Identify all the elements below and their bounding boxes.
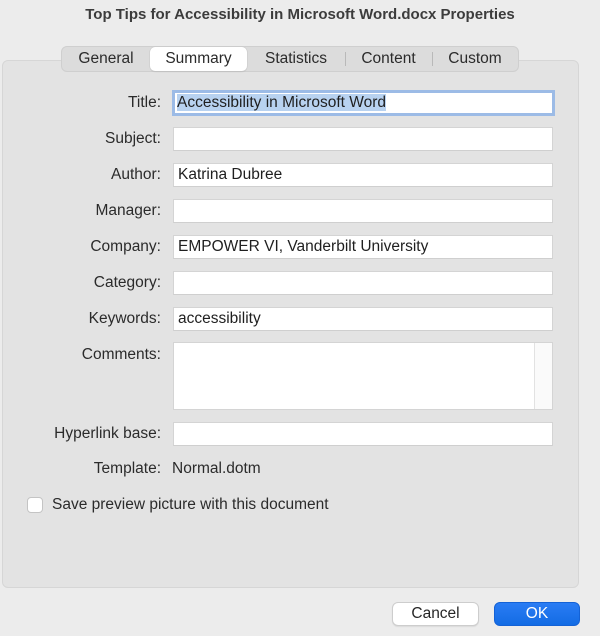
template-value: Normal.dotm xyxy=(172,460,261,477)
author-field[interactable]: Katrina Dubree xyxy=(173,163,553,187)
subject-label: Subject: xyxy=(104,130,161,147)
window-title: Top Tips for Accessibility in Microsoft Word.docx Properties xyxy=(85,6,515,23)
tab-summary[interactable]: Summary xyxy=(150,47,247,71)
title-field-value: Accessibility in Microsoft Word xyxy=(177,94,387,111)
company-label: Company: xyxy=(90,238,161,255)
hyperlink-base-field[interactable] xyxy=(173,422,553,446)
keywords-label: Keywords: xyxy=(88,310,161,327)
comments-textarea[interactable] xyxy=(173,342,553,410)
tab-statistics[interactable]: Statistics xyxy=(264,50,327,67)
tab-general[interactable]: General xyxy=(78,50,134,67)
save-preview-label[interactable]: Save preview picture with this document xyxy=(52,496,329,513)
manager-label: Manager: xyxy=(95,202,161,219)
save-preview-row[interactable] xyxy=(27,494,329,516)
author-label: Author: xyxy=(111,166,161,183)
title-label: Title: xyxy=(127,94,161,111)
tab-content[interactable]: Content xyxy=(345,47,432,71)
ok-button[interactable]: OK xyxy=(494,602,580,626)
category-label: Category: xyxy=(93,274,161,291)
title-field[interactable] xyxy=(172,90,555,116)
comments-scrollbar[interactable] xyxy=(534,343,552,409)
hyperlink-base-label: Hyperlink base: xyxy=(54,425,161,442)
save-preview-checkbox[interactable] xyxy=(27,497,43,513)
company-field[interactable]: EMPOWER VI, Vanderbilt University xyxy=(173,235,553,259)
comments-label: Comments: xyxy=(81,346,161,363)
manager-field[interactable] xyxy=(173,199,553,223)
tab-custom[interactable]: Custom xyxy=(432,47,518,71)
template-label: Template: xyxy=(93,460,161,477)
keywords-field[interactable]: accessibility xyxy=(173,307,553,331)
category-field[interactable] xyxy=(173,271,553,295)
subject-field[interactable] xyxy=(173,127,553,151)
tab-bar xyxy=(61,46,519,72)
cancel-button[interactable]: Cancel xyxy=(392,602,479,626)
